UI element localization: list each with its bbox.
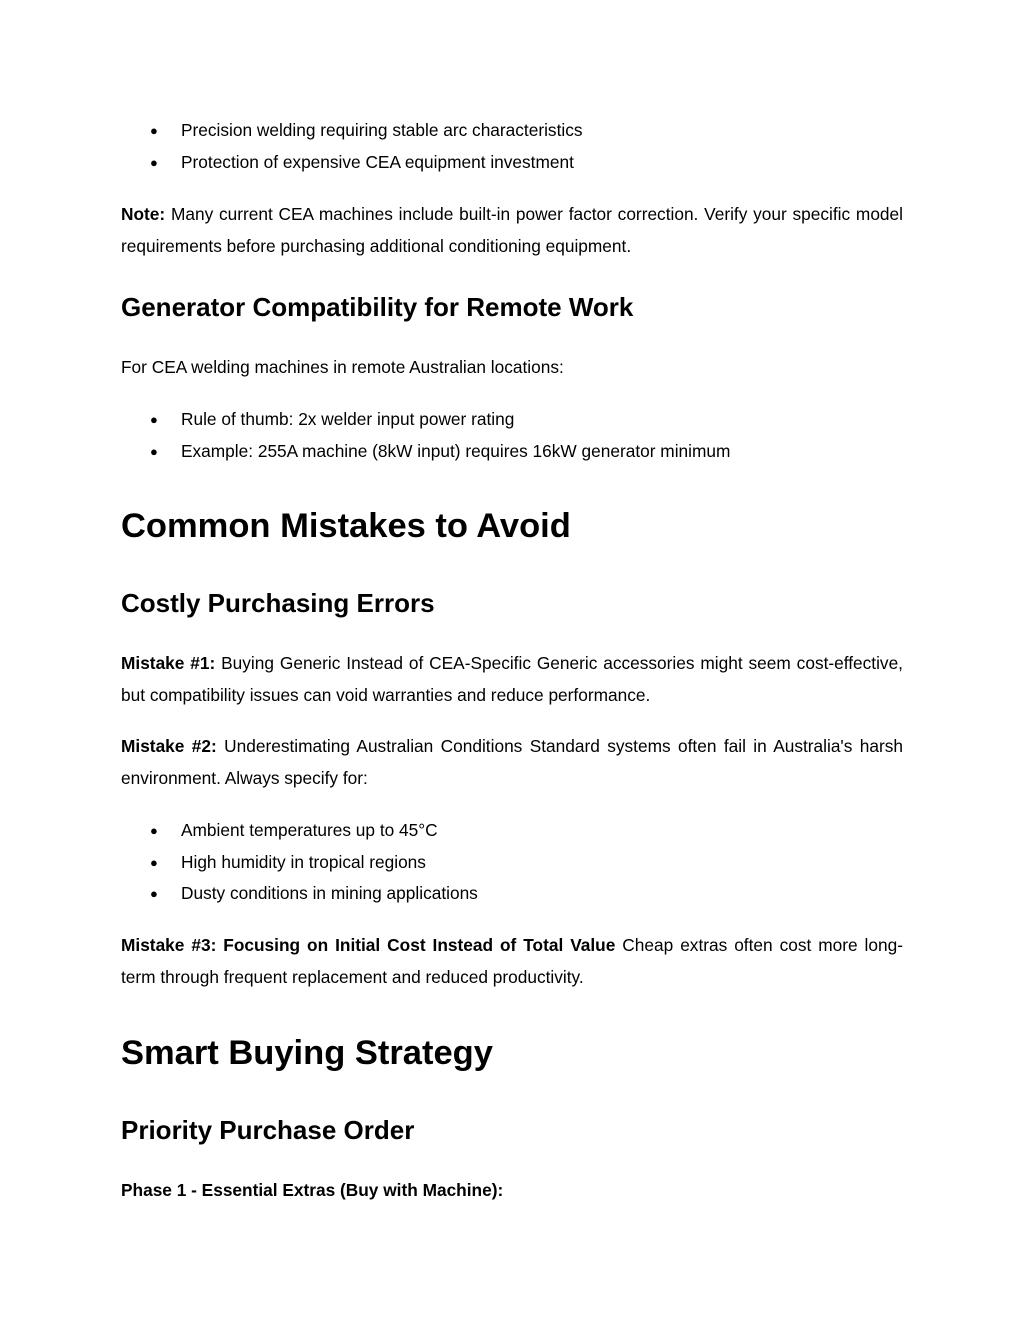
mistake-2-label: Mistake #2: <box>121 736 217 756</box>
mistakes-heading: Common Mistakes to Avoid <box>121 507 571 545</box>
mistake-3-label: Mistake #3: Focusing on Initial Cost Instead of Total Value <box>121 935 616 955</box>
strategy-heading: Smart Buying Strategy <box>121 1034 493 1072</box>
mistake-1-label: Mistake #1: <box>121 653 216 673</box>
bullet-icon: ● <box>150 823 158 838</box>
mistake-2-text: Underestimating Australian Conditions Standard systems often fail in Australia's harsh environment. Always specify for: <box>121 736 903 788</box>
top-bullet-list <box>121 115 903 178</box>
list-item: ● Protection of expensive CEA equipment investment <box>121 147 903 179</box>
list-item: ● Ambient temperatures up to 45°C <box>121 815 903 847</box>
list-item: ● Rule of thumb: 2x welder input power rating <box>121 404 903 436</box>
generator-intro: For CEA welding machines in remote Australian locations: <box>121 357 564 377</box>
bullet-icon: ● <box>150 854 158 870</box>
mistake-2-paragraph <box>121 731 903 794</box>
generator-bullet-list <box>121 404 903 467</box>
note-paragraph <box>121 199 903 262</box>
bullet-icon: ● <box>150 154 158 170</box>
bullet-icon: ● <box>150 123 158 138</box>
conditions-bullet-list <box>121 815 903 910</box>
generator-heading: Generator Compatibility for Remote Work <box>121 292 634 322</box>
mistake-1-text: Buying Generic Instead of CEA-Specific Generic accessories might seem cost-effective, but compatibility issues can void warranties and reduce performance. <box>121 653 903 705</box>
mistake-1-paragraph <box>121 648 903 711</box>
list-item: ● High humidity in tropical regions <box>121 847 903 879</box>
list-item: ● Example: 255A machine (8kW input) requires 16kW generator minimum <box>121 436 903 468</box>
mistake-3-text: Cheap extras often cost more long-term through frequent replacement and reduced productivity. <box>121 935 903 987</box>
note-label: Note: <box>121 204 166 224</box>
mistake-3-paragraph <box>121 930 903 993</box>
list-item: ● Dusty conditions in mining applications <box>121 878 903 910</box>
mistakes-subheading: Costly Purchasing Errors <box>121 588 435 618</box>
bullet-icon: ● <box>150 443 158 459</box>
note-text: Many current CEA machines include built-in power factor correction. Verify your specific model requirements before purchasing additional conditioning equipment. <box>121 204 903 256</box>
bullet-icon: ● <box>150 886 158 902</box>
list-item: ● Precision welding requiring stable arc characteristics <box>121 115 903 147</box>
phase-1-label: Phase 1 - Essential Extras (Buy with Machine): <box>121 1180 504 1200</box>
bullet-icon: ● <box>150 412 158 427</box>
strategy-subheading: Priority Purchase Order <box>121 1115 415 1145</box>
